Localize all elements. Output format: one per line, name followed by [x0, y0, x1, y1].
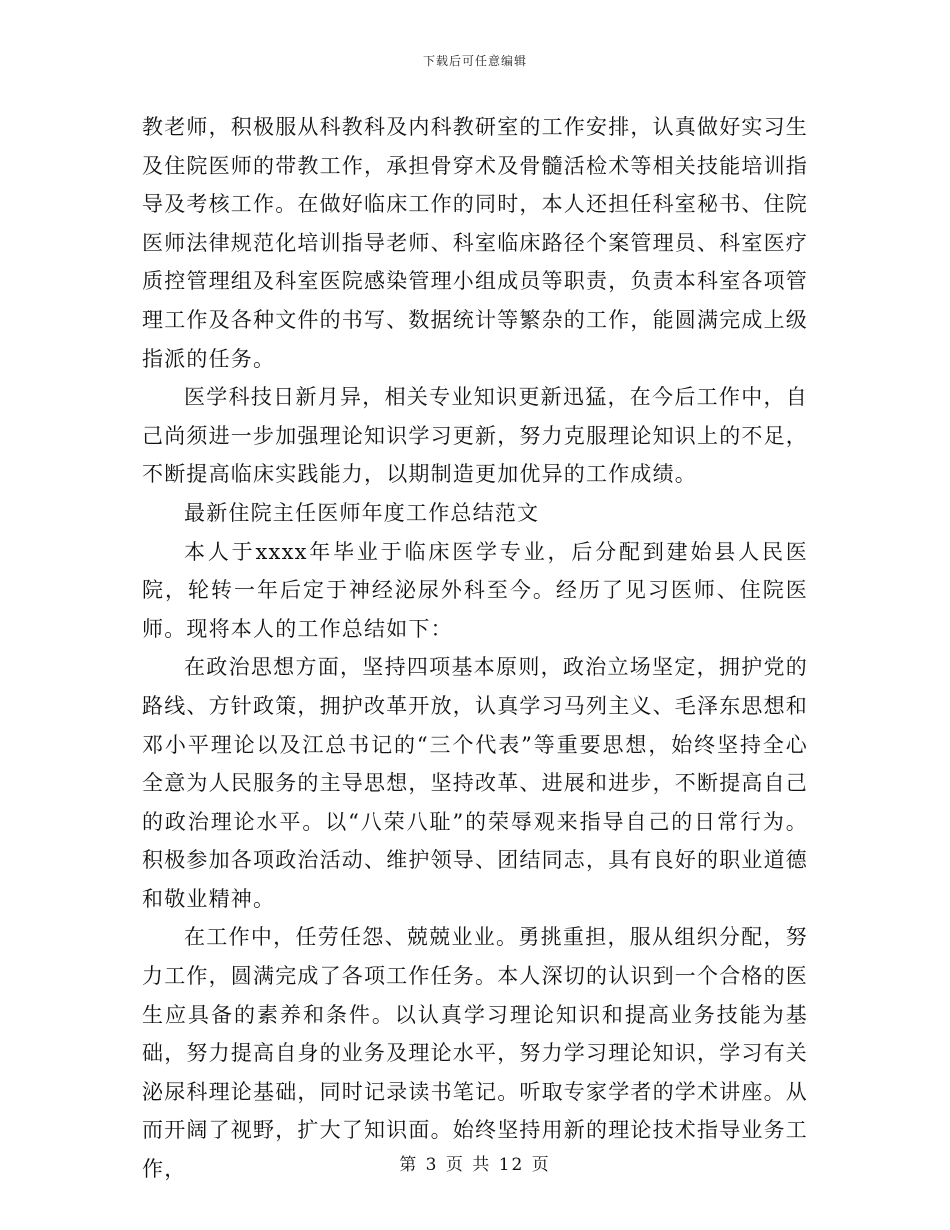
document-body: [142, 108, 808, 1189]
paragraph: 医学科技日新月异，相关专业知识更新迅猛，在今后工作中，自己尚须进一步加强理论知识学习更新，努力克服理论知识上的不足，不断提高临床实践能力，以期制造更加优异的工作成绩。: [142, 385, 808, 487]
paragraph: 在政治思想方面，坚持四项基本原则，政治立场坚定，拥护党的路线、方针政策，拥护改革开放，认真学习马列主义、毛泽东思想和邓小平理论以及江总书记的“三个代表”等重要思想，始终坚持全心全意为人民服务的主导思想，坚持改革、进展和进步，不断提高自己的政治理论水平。以“八荣八耻”的荣辱观来指导自己的日常行为。积极参加各项政治活动、维护领导、团结同志，具有良好的职业道德和敬业精神。: [142, 655, 808, 911]
paragraph: 本人于xxxx年毕业于临床医学专业，后分配到建始县人民医院，轮转一年后定于神经泌尿外科至今。经历了见习医师、住院医师。现将本人的工作总结如下：: [142, 539, 808, 641]
paragraph: 在工作中，任劳任怨、兢兢业业。勇挑重担，服从组织分配，努力工作，圆满完成了各项工作任务。本人深切的认识到一个合格的医生应具备的素养和条件。以认真学习理论知识和提高业务技能为基础，努力提高自身的业务及理论水平，努力学习理论知识，学习有关泌尿科理论基础，同时记录读书笔记。听取专家学者的学术讲座。从而开阔了视野，扩大了知识面。始终坚持用新的理论技术指导业务工作，: [142, 925, 808, 1182]
section-title: 最新住院主任医师年度工作总结范文: [184, 500, 540, 525]
page-header: 下载后可任意编辑: [422, 54, 527, 68]
paragraph-continued: 教老师，积极服从科教科及内科教研室的工作安排，认真做好实习生及住院医师的带教工作，承担骨穿术及骨髓活检术等相关技能培训指导及考核工作。在做好临床工作的同时，本人还担任科室秘书、住院医师法律规范化培训指导老师、科室临床路径个案管理员、科室医疗质控管理组及科室医院感染管理小组成员等职责，负责本科室各项管理工作及各种文件的书写、数据统计等繁杂的工作，能圆满完成上级指派的任务。: [142, 115, 808, 371]
page-number-footer: 第 3 页 共 12 页: [399, 1155, 551, 1175]
